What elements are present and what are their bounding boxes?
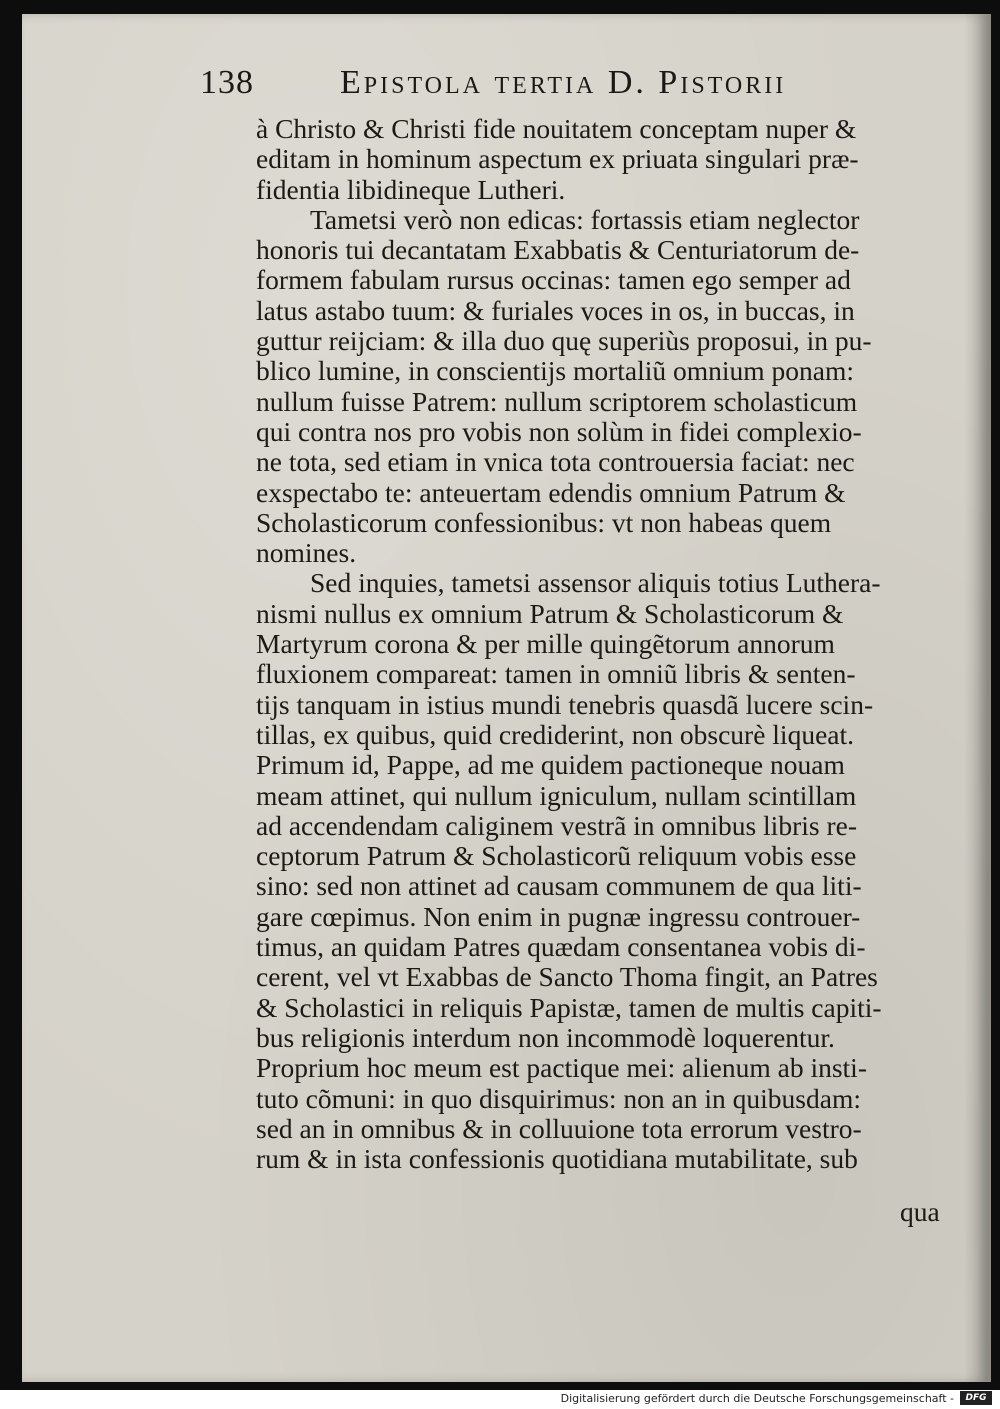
running-title: Epistola tertia D. Pistorii (340, 64, 787, 101)
text-line: Scholasticorum confessionibus: vt non habeas quem (256, 506, 832, 538)
footer-credit: Digitalisierung gefördert durch die Deutsche Forschungsgemeinschaft - (560, 1392, 954, 1405)
text-line: tijs tanquam in istius mundi tenebris quasdã lucere scin- (256, 688, 874, 720)
text-line: nomines. (256, 537, 357, 569)
text-line: bus religionis interdum non incommodè loquerentur. (256, 1021, 835, 1053)
text-line: editam in hominum aspectum ex priuata singulari præ- (256, 143, 859, 175)
text-line: sed an in omnibus & in colluuione tota errorum vestro- (256, 1112, 862, 1144)
text-line: Proprium hoc meum est pactique mei: alienum ab insti- (256, 1052, 867, 1084)
body-text (256, 114, 976, 1174)
text-line: gare cœpimus. Non enim in pugnæ ingressu controuer- (256, 900, 861, 932)
text-line: meam attinet, qui nullum igniculum, nullam scintillam (256, 779, 857, 811)
text-line: latus astabo tuum: & furiales voces in os, in buccas, in (256, 294, 855, 326)
text-line: fidentia libidineque Lutheri. (256, 173, 566, 205)
text-line: nullum fuisse Patrem: nullum scriptorem scholasticum (256, 385, 858, 417)
text-line: tillas, ex quibus, quid crediderint, non obscurè liqueat. (256, 718, 854, 750)
text-line: ad accendendam caliginem vestrã in omnibus libris re- (256, 809, 857, 841)
text-line: honoris tui decantatam Exabbatis & Centuriatorum de- (256, 234, 860, 266)
text-line: cerent, vel vt Exabbas de Sancto Thoma fingit, an Patres (256, 961, 878, 993)
text-line: blico lumine, in conscientijs mortaliũ omnium ponam: (256, 355, 855, 387)
running-head (200, 64, 900, 114)
text-line: sino: sed non attinet ad causam communem de qua liti- (256, 870, 862, 902)
text-line: ceptorum Patrum & Scholasticorũ reliquum vobis esse (256, 840, 857, 872)
text-line: ne tota, sed etiam in vnica tota controuersia faciat: nec (256, 446, 855, 478)
text-line: Tametsi verò non edicas: fortassis etiam neglector (310, 203, 860, 235)
text-line: tuto cõmuni: in quo disquirimus: non an in quibusdam: (256, 1082, 861, 1114)
text-line: formem fabulam rursus occinas: tamen ego semper ad (256, 264, 851, 296)
text-line: nismi nullus ex omnium Patrum & Scholasticorum & (256, 597, 844, 629)
page-number: 138 (200, 64, 254, 101)
text-line: & Scholastici in reliquis Papistæ, tamen de multis capiti- (256, 991, 882, 1023)
text-line: exspectabo te: anteuertam edendis omnium Patrum & (256, 476, 846, 508)
text-line: timus, an quidam Patres quædam consentanea vobis di- (256, 931, 866, 963)
text-line: qui contra nos pro vobis non solùm in fidei complexio- (256, 415, 862, 447)
text-line: fluxionem compareat: tamen in omniũ libris & senten- (256, 658, 856, 690)
text-line: Sed inquies, tametsi assensor aliquis totius Luthera- (310, 567, 881, 599)
text-line: Martyrum corona & per mille quingẽtorum annorum (256, 628, 835, 660)
catchword: qua (900, 1196, 940, 1227)
text-line: rum & in ista confessionis quotidiana mutabilitate, sub (256, 1143, 858, 1175)
text-line: guttur reijciam: & illa duo quę superiùs proposui, in pu- (256, 325, 872, 357)
text-line: Primum id, Pappe, ad me quidem pactioneque nouam (256, 749, 845, 781)
dfg-logo: DFG (960, 1391, 992, 1405)
text-line: à Christo & Christi fide nouitatem conceptam nuper & (256, 113, 857, 144)
